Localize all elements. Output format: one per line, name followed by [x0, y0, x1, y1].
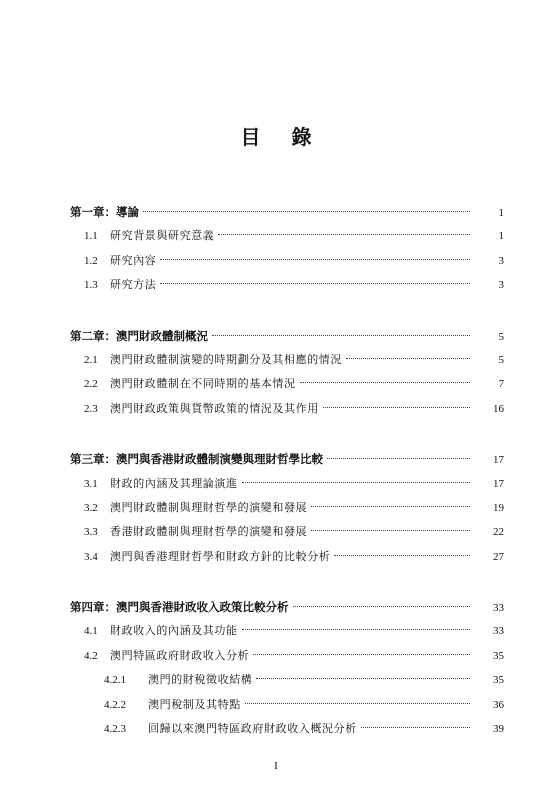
- entry-label: 香港財政體制與理財哲學的演變和發展: [110, 525, 308, 539]
- toc-chapter-4: [70, 595, 504, 741]
- entry-number: 1.1: [84, 230, 98, 243]
- toc-entry-section[interactable]: [70, 545, 504, 569]
- entry-number: 2.2: [84, 378, 98, 391]
- entry-number: 3.2: [84, 501, 98, 514]
- dot-leader: [242, 629, 470, 630]
- entry-page: 33: [493, 625, 504, 638]
- entry-page: 1: [498, 230, 504, 243]
- entry-number: 4.2.1: [104, 674, 126, 687]
- entry-label: 澳門財政政策與貨幣政策的情況及其作用: [110, 401, 319, 415]
- entry-number: 3.3: [84, 526, 98, 539]
- dot-leader: [245, 703, 470, 704]
- dot-leader: [327, 458, 470, 459]
- toc-entry-section[interactable]: [70, 397, 504, 421]
- entry-label: 財政收入的內涵及其功能: [110, 624, 238, 638]
- entry-number: 4.1: [84, 625, 98, 638]
- toc-entry-section[interactable]: [70, 224, 504, 248]
- dot-leader: [311, 506, 470, 507]
- entry-page: 5: [498, 353, 504, 366]
- dot-leader: [346, 358, 470, 359]
- toc-chapter-2: [70, 324, 504, 422]
- entry-label: 研究背景與研究意義: [110, 229, 215, 243]
- toc-entry-subsection[interactable]: [70, 668, 504, 692]
- toc-entry-section[interactable]: [70, 249, 504, 273]
- dot-leader: [323, 407, 470, 408]
- entry-number: 1.3: [84, 279, 98, 292]
- entry-number: 4.2.3: [104, 723, 126, 736]
- entry-label: 澳門財政體制在不同時期的基本情況: [110, 377, 296, 391]
- entry-number: 3.4: [84, 550, 98, 563]
- dot-leader: [293, 606, 471, 607]
- dot-leader: [143, 211, 470, 212]
- dot-leader: [253, 654, 470, 655]
- entry-page: 33: [493, 602, 504, 615]
- toc-entry-chapter[interactable]: [70, 200, 504, 224]
- entry-page: 22: [493, 526, 504, 539]
- dot-leader: [361, 727, 470, 728]
- dot-leader: [160, 283, 470, 284]
- entry-page: 16: [493, 402, 504, 415]
- entry-page: 3: [498, 254, 504, 267]
- entry-label: 澳門特區政府財政收入分析: [110, 648, 250, 662]
- dot-leader: [212, 335, 470, 336]
- entry-page: 7: [498, 378, 504, 391]
- entry-page: 1: [498, 207, 504, 219]
- entry-label: 研究方法: [110, 278, 157, 292]
- toc-entry-chapter[interactable]: [70, 324, 504, 348]
- entry-number: 4.2: [84, 649, 98, 662]
- entry-number: 1.2: [84, 254, 98, 267]
- toc-entry-section[interactable]: [70, 472, 504, 496]
- entry-page: 35: [493, 649, 504, 662]
- entry-label: 研究內容: [110, 253, 157, 267]
- entry-number: 2.3: [84, 402, 98, 415]
- entry-label: 澳門的財稅徵收結構: [148, 673, 253, 687]
- entry-page: 35: [493, 674, 504, 687]
- entry-label: 第一章：導論: [70, 205, 139, 219]
- dot-leader: [300, 382, 470, 383]
- entry-label: 澳門財政體制演變的時期劃分及其相應的情況: [110, 352, 342, 366]
- dot-leader: [218, 234, 470, 235]
- toc-entry-chapter[interactable]: [70, 595, 504, 619]
- toc-entry-section[interactable]: [70, 372, 504, 396]
- entry-page: 19: [493, 501, 504, 514]
- entry-page: 17: [493, 477, 504, 490]
- toc-title: 目 錄: [240, 125, 324, 149]
- entry-page: 36: [493, 698, 504, 711]
- dot-leader: [256, 678, 470, 679]
- entry-page: 39: [493, 723, 504, 736]
- entry-label: 澳門與香港理財哲學和財政方針的比較分析: [110, 549, 331, 563]
- toc-entry-subsection[interactable]: [70, 693, 504, 717]
- page-number: I: [274, 760, 278, 772]
- toc-entry-section[interactable]: [70, 520, 504, 544]
- entry-page: 3: [498, 279, 504, 292]
- entry-label: 澳門財政體制與理財哲學的演變和發展: [110, 500, 308, 514]
- dot-leader: [160, 259, 470, 260]
- table-of-contents: [70, 200, 504, 767]
- toc-entry-section[interactable]: [70, 644, 504, 668]
- entry-page: 5: [498, 330, 504, 343]
- toc-entry-section[interactable]: [70, 496, 504, 520]
- entry-page: 27: [493, 550, 504, 563]
- dot-leader: [242, 482, 470, 483]
- dot-leader: [334, 555, 470, 556]
- toc-entry-section[interactable]: [70, 273, 504, 297]
- toc-chapter-3: [70, 447, 504, 569]
- toc-entry-section[interactable]: [70, 348, 504, 372]
- toc-entry-section[interactable]: [70, 619, 504, 643]
- toc-entry-subsection[interactable]: [70, 717, 504, 741]
- toc-entry-chapter[interactable]: [70, 447, 504, 471]
- entry-label: 第四章：澳門與香港財政收入政策比較分析: [70, 600, 289, 615]
- entry-label: 第二章：澳門財政體制概況: [70, 328, 208, 343]
- toc-chapter-1: [70, 200, 504, 298]
- dot-leader: [311, 530, 470, 531]
- entry-number: 3.1: [84, 477, 98, 490]
- entry-label: 回歸以來澳門特區政府財政收入概況分析: [148, 722, 357, 736]
- entry-label: 第三章：澳門與香港財政體制演變與理財哲學比較: [70, 452, 323, 467]
- entry-number: 4.2.2: [104, 698, 126, 711]
- entry-number: 2.1: [84, 353, 98, 366]
- entry-label: 財政的內涵及其理論演進: [110, 476, 238, 490]
- entry-page: 17: [493, 454, 504, 467]
- entry-label: 澳門稅制及其特點: [148, 697, 241, 711]
